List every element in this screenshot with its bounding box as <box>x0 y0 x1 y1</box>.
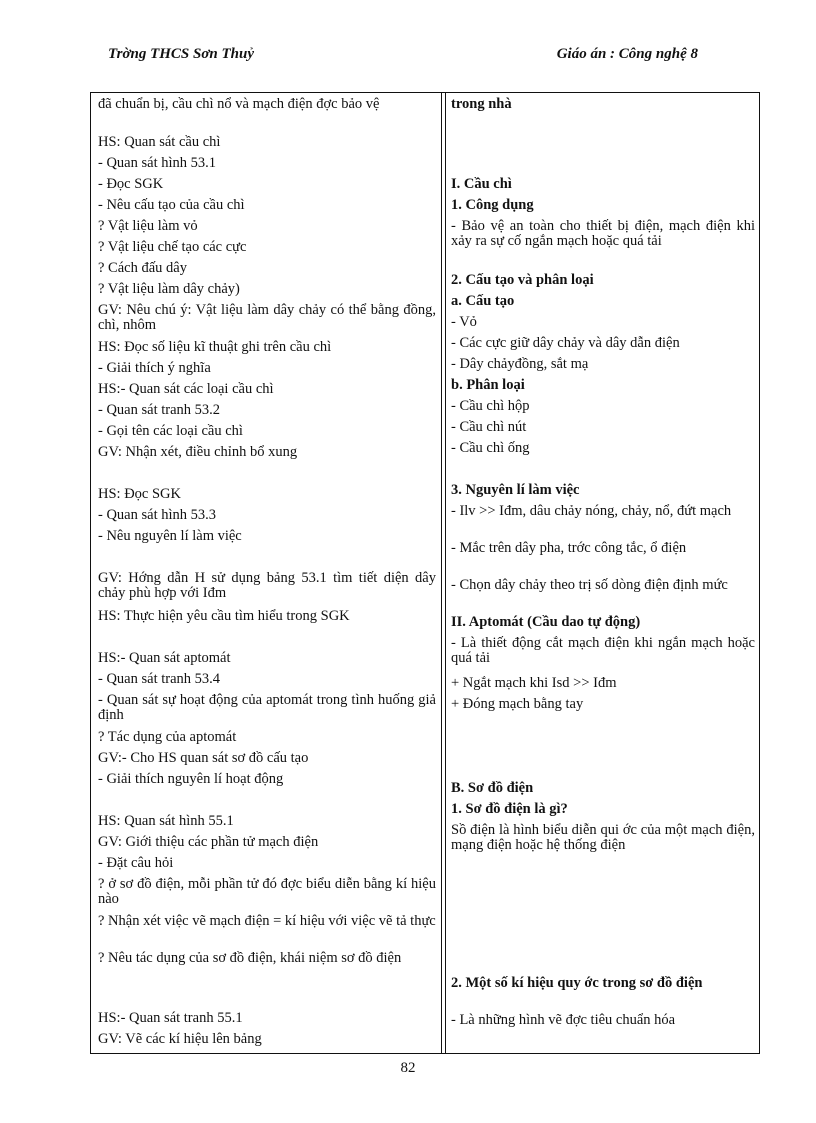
column-divider-inner <box>445 93 446 1053</box>
left-line: GV: Vẽ các kí hiệu lên bảng <box>98 1031 262 1047</box>
left-line: HS: Đọc số liệu kĩ thuật ghi trên cầu chì <box>98 339 332 355</box>
right-line: - Là thiết động cắt mạch điện khi ngắn mạch hoặc quá tải <box>451 635 755 666</box>
right-line: - Chọn dây chảy theo trị số dòng điện định mức <box>451 577 728 593</box>
right-line: 1. Sơ đồ điện là gì? <box>451 801 568 817</box>
left-line: ? Vật liệu chế tạo các cực <box>98 239 247 255</box>
left-line: - Quan sát tranh 53.2 <box>98 402 221 418</box>
left-line: ? Nêu tác dụng của sơ đồ điện, khái niệm sơ đồ điện <box>98 950 402 966</box>
right-line: + Ngắt mạch khi Isd >> Iđm <box>451 675 617 691</box>
left-line: ? Nhận xét việc vẽ mạch điện = kí hiệu với việc vẽ tả thực <box>98 913 436 929</box>
right-line: Sồ điện là hình biểu diễn qui ớc của một mạch điện, mạng điện hoặc hệ thống điện <box>451 822 755 853</box>
lesson-table <box>90 92 760 1054</box>
left-line: GV: Hớng dẫn H sử dụng bảng 53.1 tìm tiết diện dây chảy phù hợp với Iđm <box>98 570 436 601</box>
left-line: HS:- Quan sát aptomát <box>98 650 231 666</box>
right-line: - Ilv >> Iđm, dâu chảy nóng, chảy, nổ, đứt mạch <box>451 503 732 519</box>
left-line: - Nêu cấu tạo của cầu chì <box>98 197 245 213</box>
left-line: HS: Quan sát cầu chì <box>98 134 221 150</box>
right-line: - Cầu chì nút <box>451 419 527 435</box>
left-line: GV: Giới thiệu các phần tử mạch điện <box>98 834 319 850</box>
left-line: - Giải thích ý nghĩa <box>98 360 211 376</box>
right-line: II. Aptomát (Cầu dao tự động) <box>451 614 641 630</box>
right-line: - Cầu chì ống <box>451 440 530 456</box>
left-line: - Giải thích nguyên lí hoạt động <box>98 771 284 787</box>
left-line: ? Vật liệu làm dây chảy) <box>98 281 240 297</box>
right-line: b. Phân loại <box>451 377 525 393</box>
left-line: HS:- Quan sát các loại cầu chì <box>98 381 274 397</box>
right-line: - Các cực giữ dây chảy và dây dẫn điện <box>451 335 680 351</box>
left-line: đã chuẩn bị, cầu chì nổ và mạch điện đợc bảo vệ <box>98 96 380 112</box>
activities-column <box>98 93 436 1053</box>
right-line: B. Sơ đồ điện <box>451 780 534 796</box>
right-line: - Dây chảyđồng, sắt mạ <box>451 356 589 372</box>
left-line: GV:- Cho HS quan sát sơ đồ cấu tạo <box>98 750 309 766</box>
right-line: - Vỏ <box>451 314 477 330</box>
left-line: - Quan sát sự hoạt động của aptomát trong tình huống giả định <box>98 692 436 723</box>
right-line: a. Cấu tạo <box>451 293 515 309</box>
left-line: HS: Quan sát hình 55.1 <box>98 813 234 829</box>
content-column <box>451 93 755 1053</box>
left-line: ? ở sơ đồ điện, mỗi phần tử đó đợc biểu diễn bằng kí hiệu nào <box>98 876 436 907</box>
left-line: HS: Thực hiện yêu cầu tìm hiểu trong SGK <box>98 608 350 624</box>
left-line: - Đặt câu hỏi <box>98 855 174 871</box>
right-line: I. Cầu chì <box>451 176 512 192</box>
left-line: - Đọc SGK <box>98 176 164 192</box>
right-line: 1. Công dụng <box>451 197 534 213</box>
left-line: - Nêu nguyên lí làm việc <box>98 528 242 544</box>
right-line: - Là những hình vẽ đợc tiêu chuẩn hóa <box>451 1012 676 1028</box>
right-line: - Bảo vệ an toàn cho thiết bị điện, mạch điện khi xảy ra sự cố ngắn mạch hoặc quá tải <box>451 218 755 249</box>
page-number: 82 <box>400 1060 416 1076</box>
left-line: HS:- Quan sát tranh 55.1 <box>98 1010 243 1026</box>
column-divider <box>441 93 442 1053</box>
left-line: HS: Đọc SGK <box>98 486 181 502</box>
left-line: ? Cách đấu dây <box>98 260 187 276</box>
right-line: trong nhà <box>451 96 512 112</box>
right-line: 2. Cấu tạo và phân loại <box>451 272 594 288</box>
left-line: - Gọi tên các loại cầu chì <box>98 423 243 439</box>
page-header <box>0 46 816 74</box>
right-line: - Mắc trên dây pha, trớc công tắc, ổ điện <box>451 540 687 556</box>
left-line: ? Tác dụng của aptomát <box>98 729 237 745</box>
left-line: - Quan sát hình 53.3 <box>98 507 216 523</box>
left-line: ? Vật liệu làm vỏ <box>98 218 198 234</box>
school-name: Trờng THCS Sơn Thuỷ <box>108 46 255 62</box>
right-line: - Cầu chì hộp <box>451 398 530 414</box>
left-line: GV: Nêu chú ý: Vật liệu làm dây chảy có thể bằng đồng, chì, nhôm <box>98 302 436 333</box>
right-line: + Đóng mạch bằng tay <box>451 696 584 712</box>
left-line: - Quan sát hình 53.1 <box>98 155 216 171</box>
document-title: Giáo án : Công nghệ 8 <box>556 46 698 62</box>
right-line: 2. Một số kí hiệu quy ớc trong sơ đồ điện <box>451 975 703 991</box>
left-line: - Quan sát tranh 53.4 <box>98 671 221 687</box>
left-line: GV: Nhận xét, điều chỉnh bổ xung <box>98 444 298 460</box>
right-line: 3. Nguyên lí làm việc <box>451 482 580 498</box>
